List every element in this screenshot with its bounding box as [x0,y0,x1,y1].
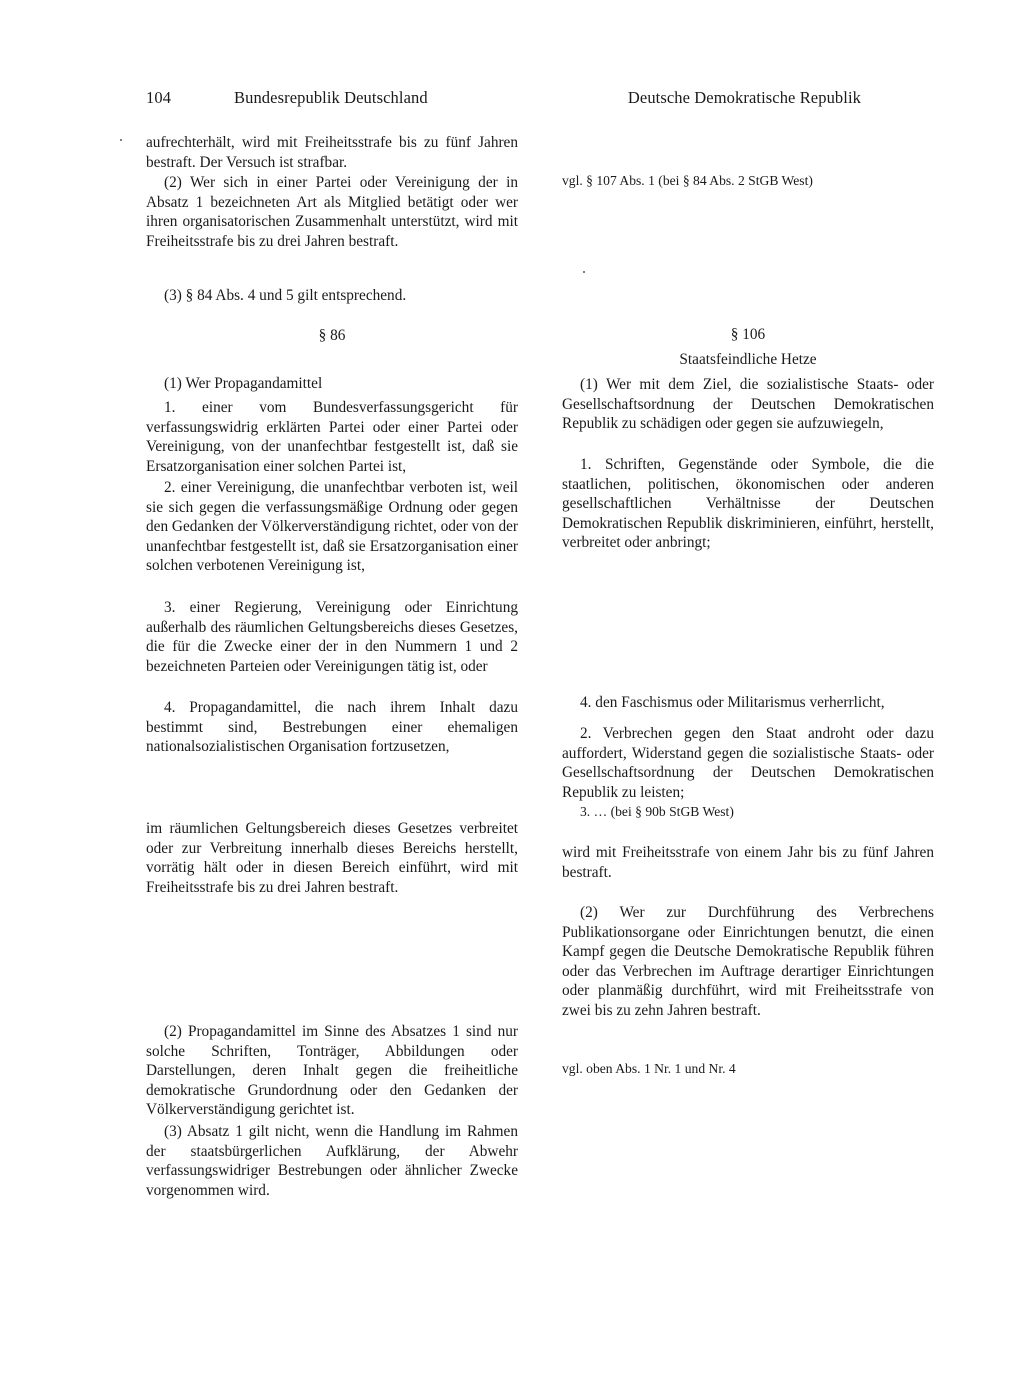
left-continuation-paragraph: aufrechterhält, wird mit Freiheitsstrafe bis zu fünf Jahren bestraft. Der Versuch ist strafbar. [146,134,518,171]
left-intro: (1) Wer Propagandamittel [164,375,323,392]
page-number: 104 [146,88,172,107]
right-section-title: Staatsfeindliche Hetze [679,351,817,368]
left-tail-paragraph: im räumlichen Geltungsbereich dieses Gesetzes verbreitet oder zur Verbreitung innerhalb dieses Bereichs herstellt, vorrätig hält oder in diesen Bereich einführt, wird mit Freiheitsstrafe bis zu drei Jahren bestraft. [146,820,518,896]
left-absatz-2-86: (2) Propagandamittel im Sinne des Absatzes 1 sind nur solche Schriften, Tonträger, Abbildungen oder Darstellungen, deren Inhalt gegen die freiheitliche demokratische Grundordnung oder den Gedanken der Völkerverständigung gerichtet ist. [146,1023,518,1119]
left-absatz-3-86: (3) Absatz 1 gilt nicht, wenn die Handlung im Rahmen der staatsbürgerlichen Aufklärung, der Abwehr verfassungswidriger Bestrebungen oder ähnlicher Zwecke vorgenommen wird. [146,1123,518,1199]
right-item-2: 2. Verbrechen gegen den Staat androht oder dazu auffordert, Widerstand gegen die sozialistische Staats- oder Gesellschaftsordnung der Deutschen Demokratischen Republik zu leisten; [562,725,934,801]
right-reference-2: vgl. oben Abs. 1 Nr. 1 und Nr. 4 [562,1061,736,1076]
left-item-2: 2. einer Vereinigung, die unanfechtbar verboten ist, weil sie sich gegen die verfassungsmäßige Ordnung oder gegen den Gedanken der Völkerverständigung richtet, oder von der unanfechtbar festgestellt ist, daß sie Ersatzorganisation einer solchen verbotenen Vereinigung ist, [146,479,518,575]
right-item-3: 3. … (bei § 90b StGB West) [580,804,734,819]
right-section-heading: § 106 [730,326,766,343]
header-left-title: Bundesrepublik Deutschland [234,88,428,107]
right-item-4: 4. den Faschismus oder Militarismus verherrlicht, [580,694,885,711]
left-item-1: 1. einer vom Bundesverfassungsgericht für verfassungswidrig erklärten Partei oder einer Partei oder Vereinigung, von der unanfechtbar festgestellt ist, daß sie Ersatzorganisation einer solchen Partei ist, [146,399,518,475]
left-absatz-3: (3) § 84 Abs. 4 und 5 gilt entsprechend. [164,287,407,304]
right-intro: (1) Wer mit dem Ziel, die sozialistische Staats- oder Gesellschaftsordnung der Deutschen Demokratischen Republik zu schädigen oder gegen sie aufzuwiegeln, [562,376,934,433]
right-absatz-2: (2) Wer zur Durchführung des Verbrechens Publikationsorgane oder Einrichtungen benutzt, die einen Kampf gegen die Deutsche Demokratische Republik führen oder das Verbrechen im Auftrage derartiger Einrichtungen oder planmäßig durchführt, wird mit Freiheitsstrafe von zwei bis zu zehn Jahren bestraft. [562,904,934,1019]
header-right-title: Deutsche Demokratische Republik [627,88,861,107]
right-item-1: 1. Schriften, Gegenstände oder Symbole, die die staatlichen, politischen, ökonomischen oder anderen gesellschaftlichen Verhältnisse der Deutschen Demokratischen Republik diskriminieren, einführt, herstellt, verbreitet oder anbringt; [562,456,934,552]
left-item-3: 3. einer Regierung, Vereinigung oder Einrichtung außerhalb des räumlichen Geltungsbereichs dieses Gesetzes, die für die Zwecke einer der in den Nummern 1 und 2 bezeichneten Parteien oder Vereinigungen tätig ist, oder [146,599,518,675]
left-section-heading: § 86 [318,327,346,344]
right-penalty: wird mit Freiheitsstrafe von einem Jahr bis zu fünf Jahren bestraft. [562,844,934,881]
scan-speck [120,139,122,141]
scan-speck [583,271,585,273]
right-reference-1: vgl. § 107 Abs. 1 (bei § 84 Abs. 2 StGB West) [562,173,813,188]
left-item-4: 4. Propagandamittel, die nach ihrem Inhalt dazu bestimmt sind, Bestrebungen einer ehemaligen nationalsozialistischen Organisation fortzusetzen, [146,699,518,756]
left-absatz-2: (2) Wer sich in einer Partei oder Vereinigung der in Absatz 1 bezeichneten Art als Mitglied betätigt oder wer ihren organisatorischen Zusammenhalt unterstützt, wird mit Freiheitsstrafe bis zu drei Jahren bestraft. [146,174,518,250]
